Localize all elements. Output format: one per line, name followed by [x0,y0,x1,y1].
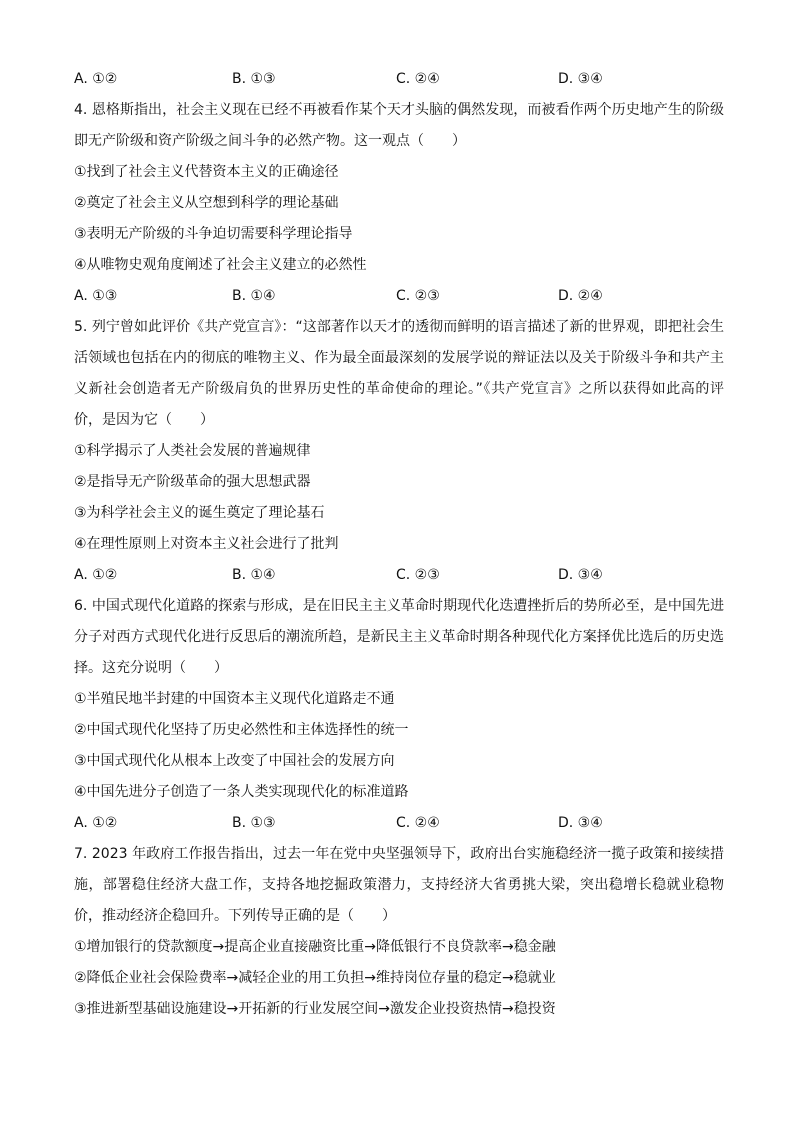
q4-options [74,281,724,312]
q6-item-4: ④中国先进分子创造了一条人类实现现代化的标准道路 [74,784,409,800]
q3-option-d: D. ③④ [558,71,603,87]
q6-stem: 6. 中国式现代化道路的探索与形成，是在旧民主主义革命时期现代化迭遭挫折后的势所必至，是中国先进分子对西方式现代化进行反思后的潮流所趋，是新民主主义革命时期各种现代化方案择优比选后的历史选择。这充分说明（ ） [74,598,724,676]
q7-item-1: ①增加银行的贷款额度→提高企业直接融资比重→降低银行不良贷款率→稳金融 [74,939,556,955]
q3-option-c: C. ②④ [396,71,440,87]
q5-item-1: ①科学揭示了人类社会发展的普遍规律 [74,443,311,459]
q4-option-b: B. ①④ [232,288,276,304]
q5-option-d: D. ③④ [558,567,603,583]
q5-item-2: ②是指导无产阶级革命的强大思想武器 [74,474,311,490]
q4-item-4: ④从唯物史观角度阐述了社会主义建立的必然性 [74,257,367,273]
q6-item-1: ①半殖民地半封建的中国资本主义现代化道路走不通 [74,691,395,707]
q6-item-2: ②中国式现代化坚持了历史必然性和主体选择性的统一 [74,722,409,738]
q5-options [74,560,724,591]
q5-item-4: ④在理性原则上对资本主义社会进行了批判 [74,536,339,552]
q6-option-b: B. ①③ [232,815,276,831]
q3-option-b: B. ①③ [232,71,276,87]
q5-item-3: ③为科学社会主义的诞生奠定了理论基石 [74,505,325,521]
q5-stem: 5. 列宁曾如此评价《共产党宣言》：“这部著作以天才的透彻而鲜明的语言描述了新的世界观，即把社会生活领域也包括在内的彻底的唯物主义、作为最全面最深刻的发展学说的辩证法以及关于阶级斗争和共产主义新社会创造者无产阶级肩负的世界历史性的革命使命的理论。”《共产党宣言》之所以获得如此高的评价，是因为它（ ） [74,319,724,428]
q7-item-2: ②降低企业社会保险费率→减轻企业的用工负担→维持岗位存量的稳定→稳就业 [74,970,556,986]
q5-option-a: A. ①② [74,567,118,583]
q4-option-d: D. ②④ [558,288,603,304]
page-content [74,64,724,1025]
q6-option-c: C. ②④ [396,815,440,831]
q4-item-2: ②奠定了社会主义从空想到科学的理论基础 [74,195,339,211]
q6-options [74,808,724,839]
q4-item-1: ①找到了社会主义代替资本主义的正确途径 [74,164,339,180]
q4-stem: 4. 恩格斯指出，社会主义现在已经不再被看作某个天才头脑的偶然发现，而被看作两个历史地产生的阶级即无产阶级和资产阶级之间斗争的必然产物。这一观点（ ） [74,102,724,149]
q7-stem: 7. 2023 年政府工作报告指出，过去一年在党中央坚强领导下，政府出台实施稳经济一揽子政策和接续措施，部署稳住经济大盘工作，支持各地挖掘政策潜力，支持经济大省勇挑大梁，突出稳增长稳就业稳物价，推动经济企稳回升。下列传导正确的是（ ） [74,846,724,924]
q3-option-a: A. ①② [74,71,118,87]
q5-option-b: B. ①④ [232,567,276,583]
q4-option-a: A. ①③ [74,288,118,304]
q4-option-c: C. ②③ [396,288,440,304]
q3-options [74,64,724,95]
q4-item-3: ③表明无产阶级的斗争迫切需要科学理论指导 [74,226,353,242]
q7-item-3: ③推进新型基础设施建设→开拓新的行业发展空间→激发企业投资热情→稳投资 [74,1001,556,1017]
q5-option-c: C. ②③ [396,567,440,583]
q6-option-a: A. ①② [74,815,118,831]
q6-option-d: D. ③④ [558,815,603,831]
q6-item-3: ③中国式现代化从根本上改变了中国社会的发展方向 [74,753,395,769]
